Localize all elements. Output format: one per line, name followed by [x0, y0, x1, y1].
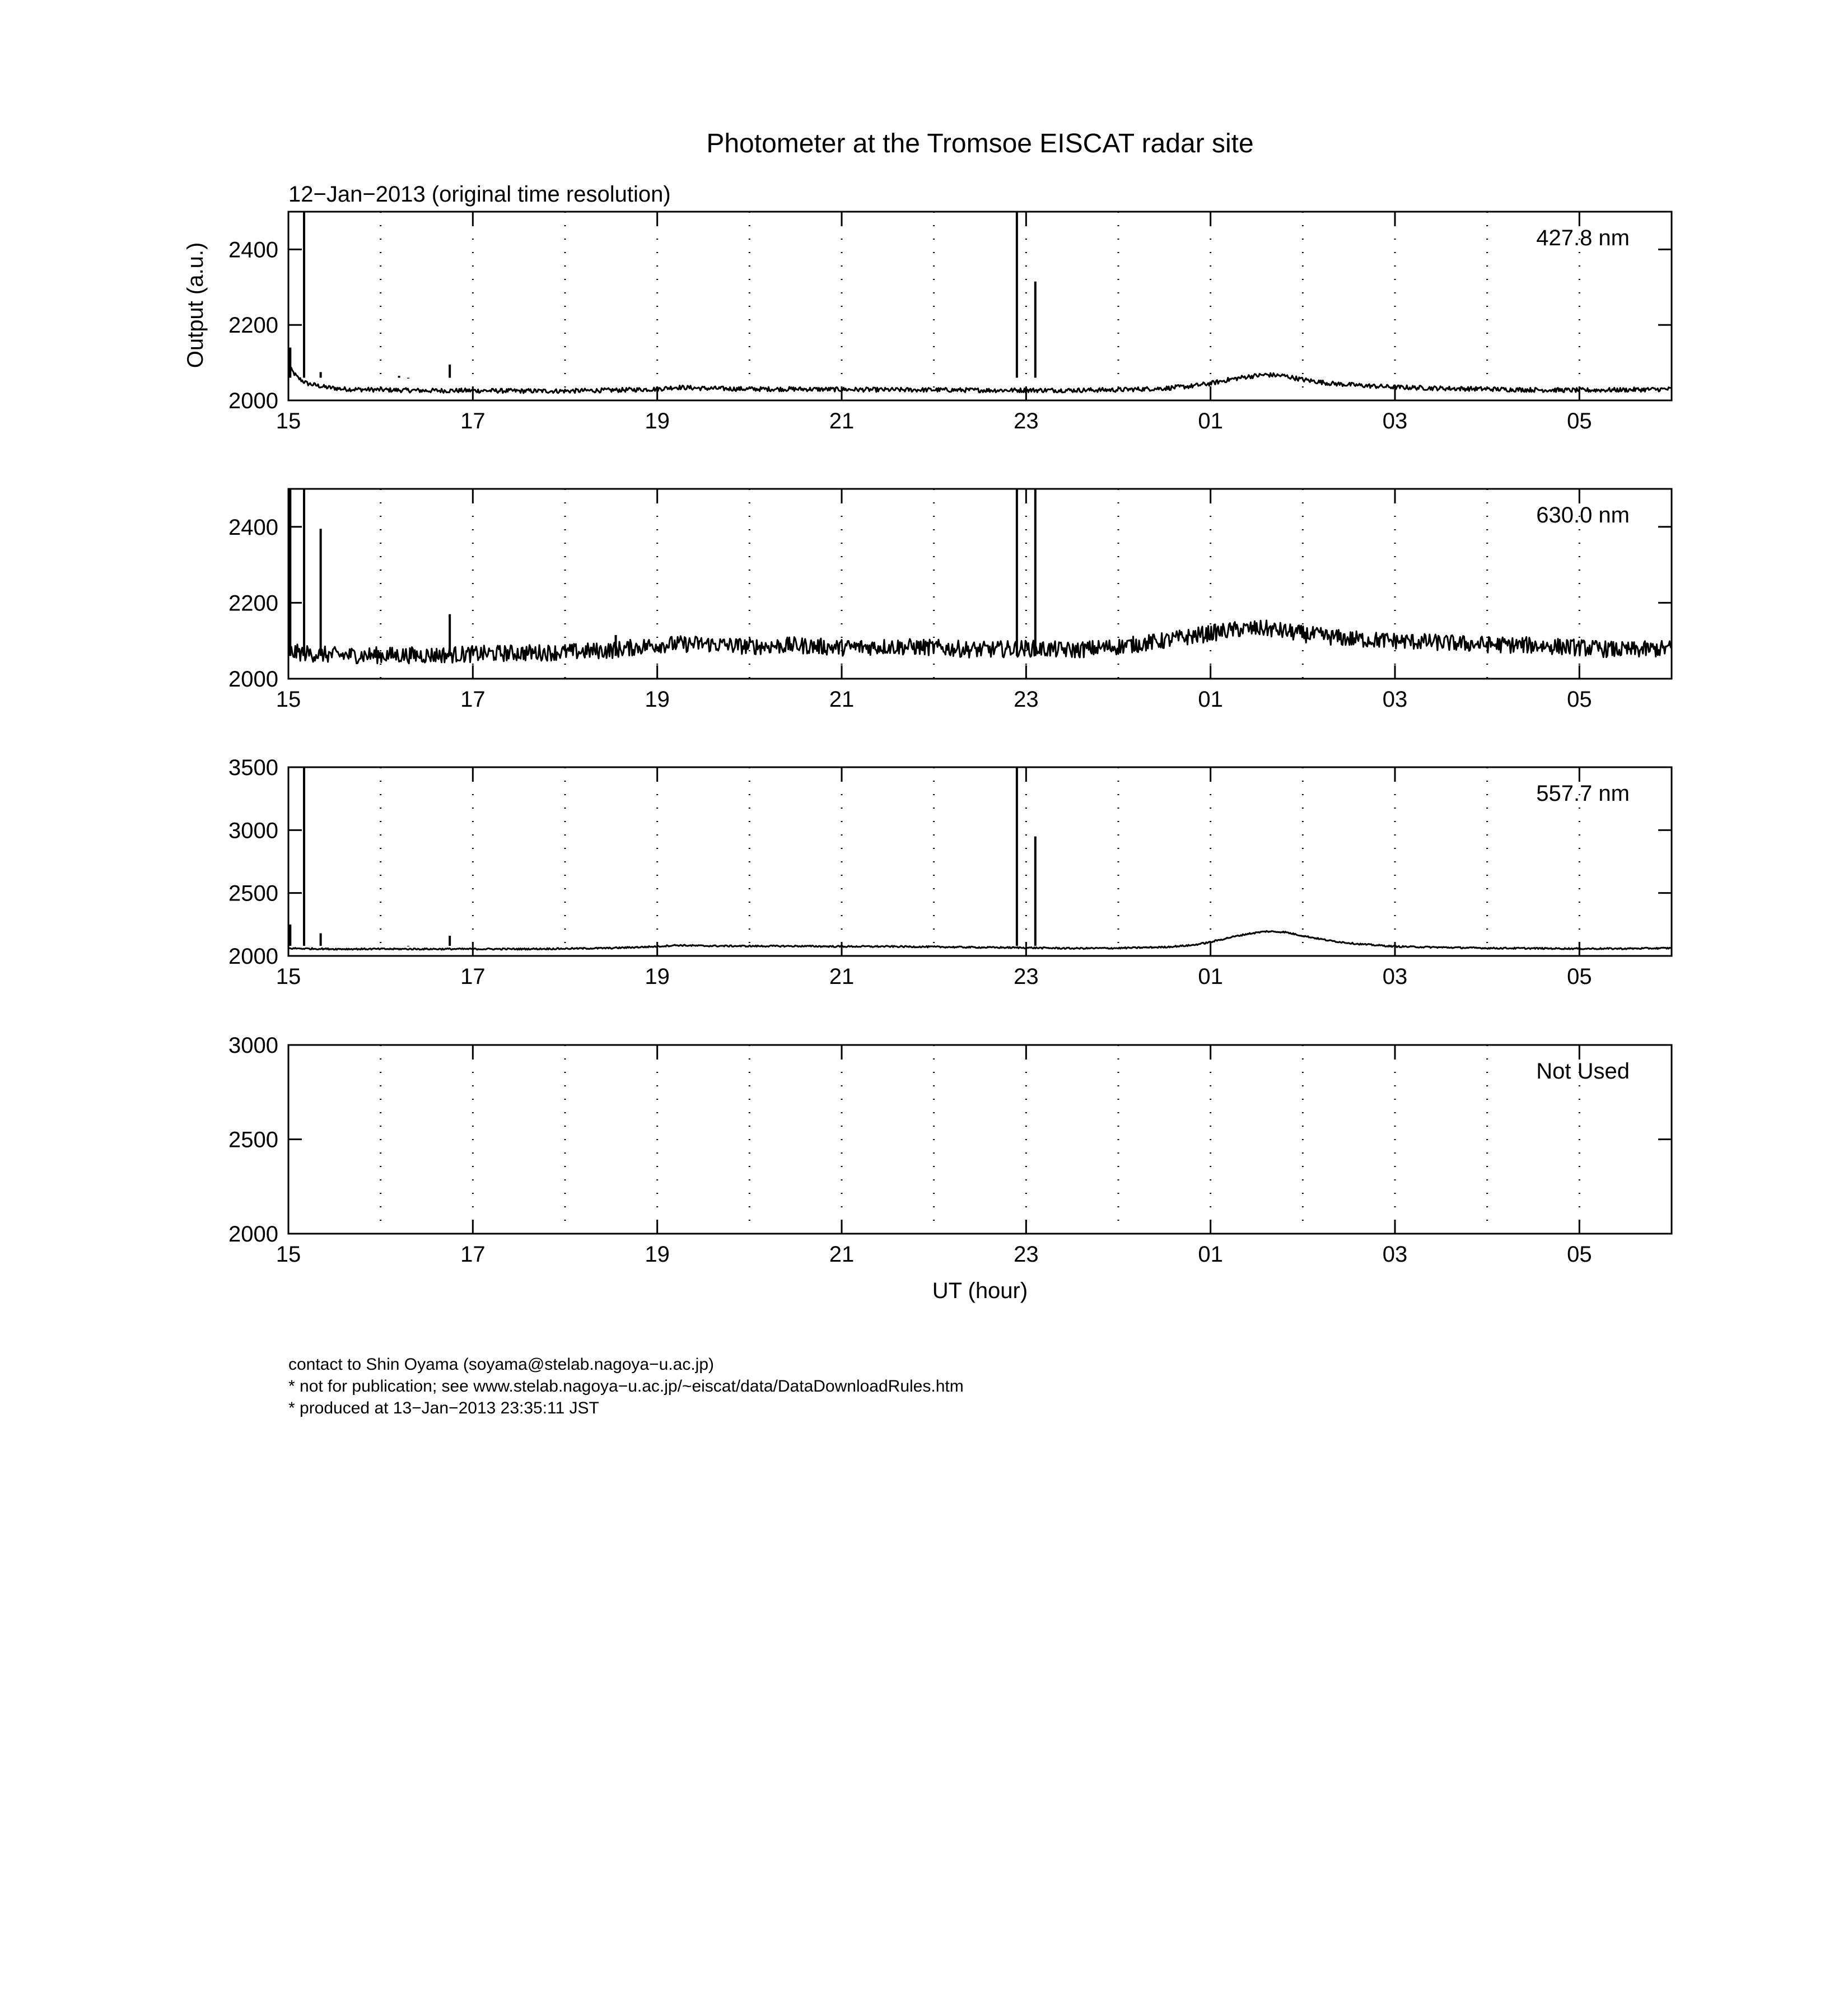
y-tick-label: 2400 — [228, 515, 278, 540]
panel-4278 — [228, 212, 1672, 433]
y-tick-label: 3500 — [228, 755, 278, 780]
y-tick-label: 2000 — [228, 667, 278, 692]
x-tick-label: 15 — [276, 1242, 301, 1267]
footnote-rules: * not for publication; see www.stelab.nagoya−u.ac.jp/~eiscat/data/DataDownloadRules.htm — [288, 1377, 964, 1396]
figure-title: Photometer at the Tromsoe EISCAT radar site — [706, 129, 1254, 158]
x-tick-label: 15 — [276, 687, 301, 712]
x-tick-label: 17 — [460, 1242, 486, 1267]
x-tick-label: 19 — [645, 1242, 670, 1267]
panel-label: 630.0 nm — [1536, 503, 1630, 528]
x-tick-label: 19 — [645, 687, 670, 712]
x-tick-label: 19 — [645, 964, 670, 989]
x-tick-label: 01 — [1198, 1242, 1223, 1267]
x-tick-label: 23 — [1014, 409, 1039, 433]
y-tick-label: 2200 — [228, 313, 278, 338]
panel-5577 — [228, 755, 1672, 989]
x-tick-label: 05 — [1567, 1242, 1592, 1267]
series-line — [288, 620, 1672, 664]
y-tick-label: 2200 — [228, 591, 278, 616]
y-tick-label: 2000 — [228, 1222, 278, 1247]
x-tick-label: 21 — [829, 1242, 855, 1267]
y-tick-label: 2000 — [228, 389, 278, 413]
x-tick-label: 17 — [460, 409, 486, 433]
y-tick-label: 3000 — [228, 1033, 278, 1058]
series-line — [288, 931, 1672, 950]
y-axis-label: Output (a.u.) — [183, 242, 208, 368]
x-axis-label: UT (hour) — [932, 1278, 1028, 1303]
x-tick-label: 21 — [829, 409, 855, 433]
x-tick-label: 01 — [1198, 409, 1223, 433]
y-tick-label: 2500 — [228, 1127, 278, 1152]
x-tick-label: 21 — [829, 964, 855, 989]
chart-panels — [228, 212, 1672, 1267]
axes-frame — [288, 1045, 1672, 1234]
y-tick-label: 2400 — [228, 237, 278, 263]
x-tick-label: 05 — [1567, 964, 1592, 989]
x-tick-label: 19 — [645, 409, 670, 433]
x-tick-label: 23 — [1014, 687, 1039, 712]
x-tick-label: 17 — [460, 964, 486, 989]
x-tick-label: 01 — [1198, 964, 1223, 989]
x-tick-label: 15 — [276, 964, 301, 989]
y-tick-label: 3000 — [228, 818, 278, 843]
x-tick-label: 23 — [1014, 964, 1039, 989]
x-tick-label: 05 — [1567, 687, 1592, 712]
x-tick-label: 01 — [1198, 687, 1223, 712]
axes-frame — [288, 212, 1672, 400]
panel-label: 557.7 nm — [1536, 781, 1630, 806]
x-tick-label: 05 — [1567, 409, 1592, 433]
x-tick-label: 03 — [1382, 1242, 1408, 1267]
footnote-produced: * produced at 13−Jan−2013 23:35:11 JST — [288, 1399, 599, 1417]
x-tick-label: 17 — [460, 687, 486, 712]
x-tick-label: 03 — [1382, 409, 1408, 433]
y-tick-label: 2500 — [228, 881, 278, 906]
panel-6300 — [228, 489, 1672, 712]
y-tick-label: 2000 — [228, 944, 278, 969]
panel-label: 427.8 nm — [1536, 226, 1630, 250]
axes-frame — [288, 767, 1672, 956]
panel-label: Not Used — [1536, 1059, 1630, 1084]
x-tick-label: 03 — [1382, 687, 1408, 712]
figure-subtitle: 12−Jan−2013 (original time resolution) — [288, 182, 671, 207]
x-tick-label: 03 — [1382, 964, 1408, 989]
x-tick-label: 23 — [1014, 1242, 1039, 1267]
series-line — [288, 366, 1672, 393]
panel-notused — [228, 1033, 1672, 1267]
footnote-contact: contact to Shin Oyama (soyama@stelab.nagoya−u.ac.jp) — [288, 1355, 715, 1374]
x-tick-label: 21 — [829, 687, 855, 712]
x-tick-label: 15 — [276, 409, 301, 433]
